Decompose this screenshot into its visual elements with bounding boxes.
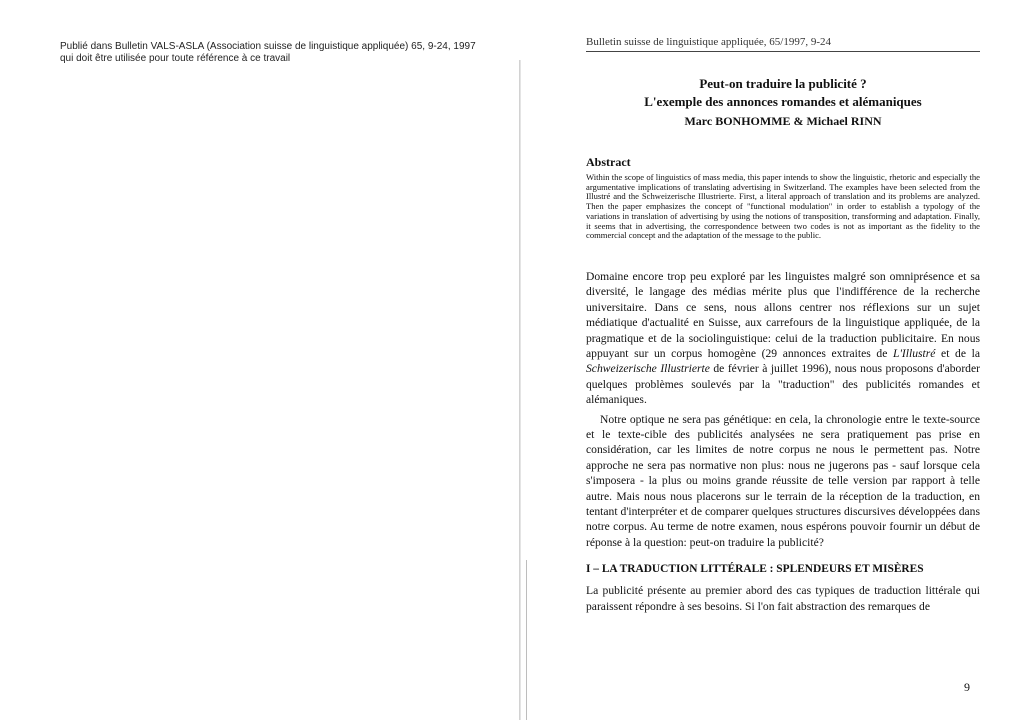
article-subtitle: L'exemple des annonces romandes et alémaniques: [644, 94, 922, 109]
article-body: [586, 269, 980, 614]
book-gutter: [519, 60, 521, 720]
running-head: Bulletin suisse de linguistique appliquée, 65/1997, 9-24: [586, 36, 980, 52]
article-authors: Marc BONHOMME & Michael RINN: [684, 114, 882, 128]
publication-note: [60, 41, 500, 65]
journal-name-schweizerische: Schweizerische Illustrierte: [586, 362, 710, 376]
article-page: [586, 36, 980, 614]
section-heading: I – LA TRADUCTION LITTÉRALE : SPLENDEURS ET MISÈRES: [586, 563, 924, 576]
paragraph-1: Domaine encore trop peu exploré par les linguistes malgré son omniprésence et sa diversité, le langage des médias mérite plus que l'indifférence de la recherche universitaire. Dans ce sens, nous allons centrer nos réflexions sur un sujet médiatique d'actualité en Suisse, aux carrefours de la linguistique appliquée, de la pragmatique et de la sociolinguistique: celui de la traduction publicitaire. En nous appuyant sur un corpus homogène (29 annonces extraites de L'Illustré et de la Schweizerische Illustrierte de février à juillet 1996), nous nous proposons d'aborder quelques problèmes soulevés par la "traduction" des publicités romandes et alémaniques.: [586, 269, 981, 407]
article-title: Peut-on traduire la publicité ?: [699, 76, 867, 91]
publication-note-line-2: qui doit être utilisée pour toute référence à ce travail: [60, 53, 291, 64]
page-number: 9: [964, 680, 970, 694]
journal-name-illustre: L'Illustré: [893, 346, 936, 360]
publication-note-line-1: Publié dans Bulletin VALS-ASLA (Association suisse de linguistique appliquée) 65, 9-24, 1997: [60, 41, 476, 52]
paragraph-3: La publicité présente au premier abord des cas typiques de traduction littérale qui paraissent répondre à ses besoins. Si l'on fait abstraction des remarques de: [586, 584, 980, 613]
abstract-text: Within the scope of linguistics of mass media, this paper intends to show the linguistic, rhetoric and especially the argumentative implications of translating advertising in Switzerland. The examples have been selected from the Illustré and the Schweizerische Illustrierte. First, a literal approach of translation and its problems are analyzed. Then the paper emphasizes the concept of "functional modulation" in order to establish a typology of the variations in translation of advertising by using the notions of transposition, transforming and adaptation. Finally, it seems that in advertising, the correspondence between two codes is not as important as the fidelity to the commercial concept and the adaptation of the message to the public.: [586, 172, 980, 241]
abstract-heading: Abstract: [586, 155, 631, 169]
paragraph-2: Notre optique ne sera pas génétique: en cela, la chronologie entre le texte-source et le texte-cible des publicités analysées ne sera pratiquement pas prise en considération, car les limites de notre corpus ne nous le permettent pas. Notre approche ne sera pas normative non plus: nous ne jugerons pas - sauf lorsque cela s'imposera - la plus ou moins grande réussite de telle version par rapport à telle autre. Mais nous nous placerons sur le terrain de la réception de la traduction, en tentant d'interpréter et de comparer quelques structures discursives développées dans notre corpus. Au terme de notre examen, nous espérons pouvoir fournir un début de réponse à la question: peut-on traduire la publicité?: [586, 412, 980, 549]
book-gutter-shadow: [526, 560, 527, 720]
